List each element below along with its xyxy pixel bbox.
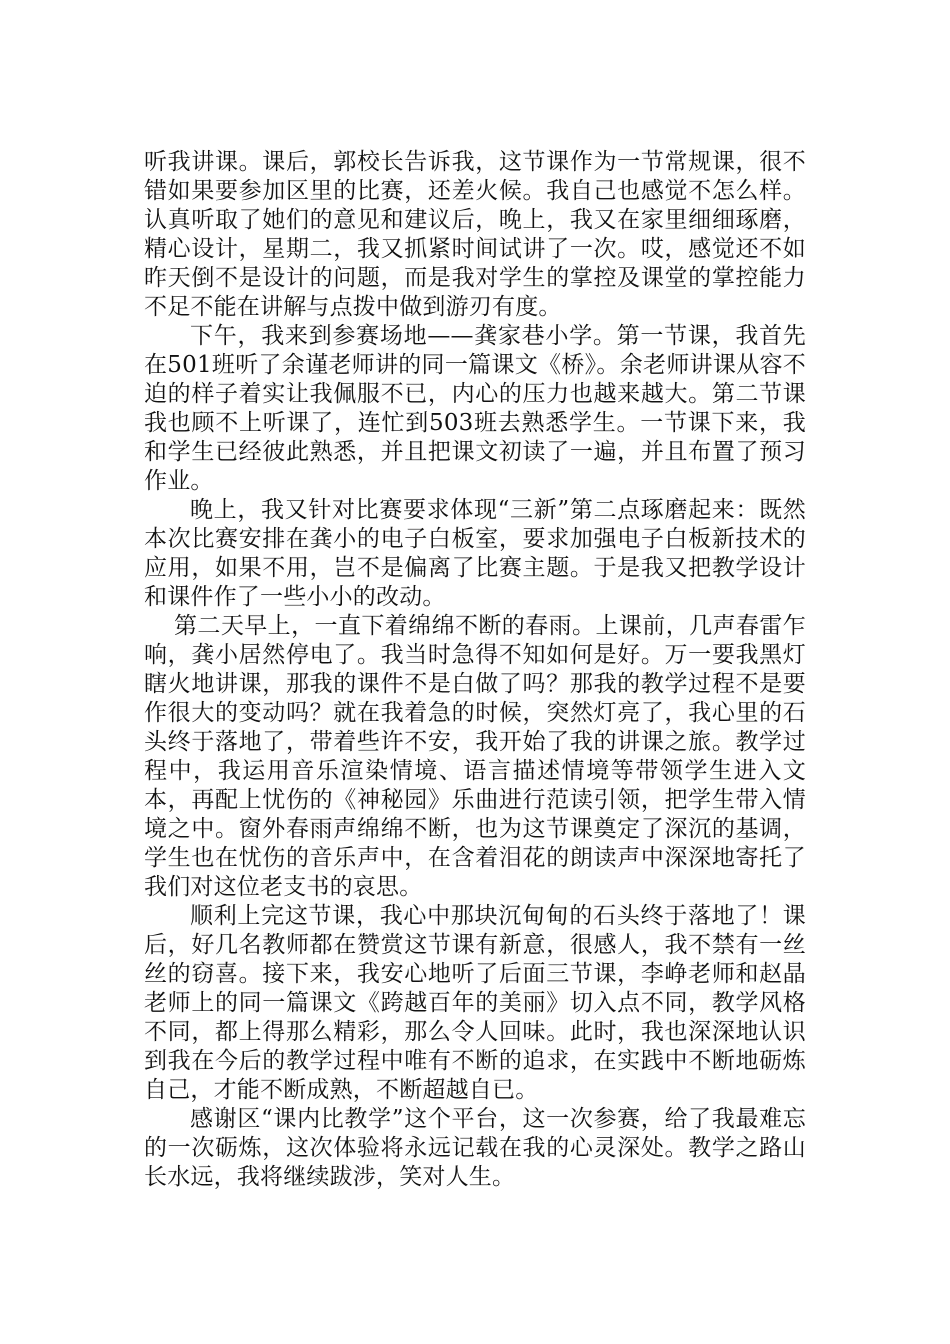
paragraph-6: 感谢区“课内比教学”这个平台，这一次参赛，给了我最难忘的一次砺炼，这次体验将永远记载在我的心灵深处。教学之路山长水远，我将继续跋涉，笑对人生。: [144, 1106, 806, 1190]
paragraph-3: 晚上，我又针对比赛要求体现“三新”第二点琢磨起来：既然本次比赛安排在龚小的电子白板室，要求加强电子白板新技术的应用，如果不用，岂不是偏离了比赛主题。于是我又把教学设计和课件作了一些小小的改动。: [144, 497, 806, 610]
document-body: [144, 148, 806, 1192]
paragraph-1: 听我讲课。课后，郭校长告诉我，这节课作为一节常规课，很不错如果要参加区里的比赛，还差火候。我自己也感觉不怎么样。认真听取了她们的意见和建议后，晚上，我又在家里细细琢磨，精心设计，星期二，我又抓紧时间试讲了一次。哎，感觉还不如昨天倒不是设计的问题，而是我对学生的掌控及课堂的掌控能力不足不能在讲解与点拨中做到游刃有度。: [144, 149, 806, 320]
paragraph-5: 顺利上完这节课，我心中那块沉甸甸的石头终于落地了！课后，好几名教师都在赞赏这节课有新意，很感人，我不禁有一丝丝的窃喜。接下来，我安心地听了后面三节课，李峥老师和赵晶老师上的同一篇课文《跨越百年的美丽》切入点不同，教学风格不同，都上得那么精彩，那么令人回味。此时，我也深深地认识到我在今后的教学过程中唯有不断的追求，在实践中不断地砺炼自己，才能不断成熟，不断超越自已。: [144, 903, 806, 1103]
paragraph-2: 下午，我来到参赛场地——龚家巷小学。第一节课，我首先在501班听了余谨老师讲的同一篇课文《桥》。余老师讲课从容不迫的样子着实让我佩服不已，内心的压力也越来越大。第二节课我也顾不上听课了，连忙到503班去熟悉学生。一节课下来，我和学生已经彼此熟悉，并且把课文初读了一遍，并且布置了预习作业。: [144, 323, 806, 494]
paragraph-4: 第二天早上，一直下着绵绵不断的春雨。上课前，几声春雷乍响，龚小居然停电了。我当时急得不知如何是好。万一要我黑灯瞎火地讲课，那我的课件不是白做了吗？那我的教学过程不是要作很大的变动吗？就在我着急的时候，突然灯亮了，我心里的石头终于落地了，带着些许不安，我开始了我的讲课之旅。教学过程中，我运用音乐渲染情境、语言描述情境等带领学生进入文本，再配上忧伤的《神秘园》乐曲进行范读引领，把学生带入情境之中。窗外春雨声绵绵不断，也为这节课奠定了深沉的基调，学生也在忧伤的音乐声中，在含着泪花的朗读声中深深地寄托了我们对这位老支书的哀思。: [144, 613, 806, 900]
